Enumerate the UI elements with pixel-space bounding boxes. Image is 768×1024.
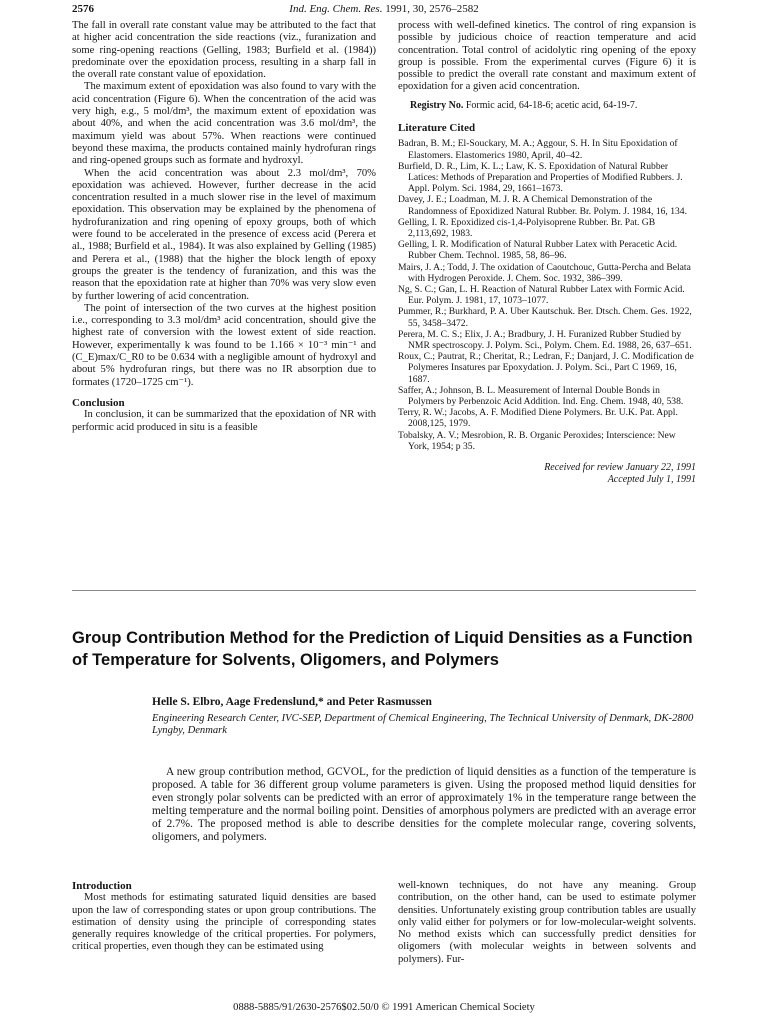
conclusion-heading: Conclusion [72, 396, 125, 409]
received-date: Received for review January 22, 1991 [544, 462, 696, 474]
introduction-right-column [398, 880, 696, 966]
introduction-paragraph: Most methods for estimating saturated liquid densities are based upon the law of corresponding states or upon group contributions. The estimation of density using the principle of corresponding states generally requires knowledge of the critical properties. For polymers, critical properties, even though they can be estimated using [72, 892, 376, 953]
reference-item: Davey, J. E.; Loadman, M. J. R. A Chemical Demonstration of the Randomness of Epoxidized Natural Rubber. Br. Polym. J. 1984, 16, 134. [398, 194, 687, 217]
registry-text: Formic acid, 64-18-6; acetic acid, 64-19-7. [465, 99, 638, 111]
introduction-left-column [72, 880, 376, 954]
author-affiliation: Engineering Research Center, IVC-SEP, Department of Chemical Engineering, The Technical University of Denmark, DK-2800 Lyngby, Denmark [152, 713, 694, 737]
registry-label: Registry No. [410, 99, 464, 111]
reference-item: Pummer, R.; Burkhard, P. A. Uber Kautschuk. Ber. Dtsch. Chem. Ges. 1922, 55, 3458–3472. [398, 306, 692, 329]
introduction-continuation: well-known techniques, do not have any meaning. Group contribution, on the other hand, can be used to estimate polymer densities. Unfortunately existing group contribution tables are usually only valid either for polymers or for low-molecular-weight solvents. No method exists which can successfully predict densities for oligomers (with molecular weights in between solvents and polymers). Fur- [398, 880, 696, 965]
conclusion-paragraph: In conclusion, it can be summarized that the epoxidation of NR with performic acid produced in situ is a feasible [72, 409, 376, 433]
article-authors: Helle S. Elbro, Aage Fredenslund,* and Peter Rasmussen [152, 696, 432, 708]
article-title: Group Contribution Method for the Prediction of Liquid Densities as a Function of Temperature for Solvents, Oligomers, and Polymers [72, 629, 693, 669]
introduction-heading: Introduction [72, 880, 132, 892]
reference-item: Burfield, D. R., Lim, K. L.; Law, K. S. Epoxidation of Natural Rubber Latices: Methods of Preparation and Properties of Modified Rubbers. J. Appl. Polym. Sci. 1984, 29, 1661–1673. [398, 160, 683, 195]
reference-item: Perera, M. C. S.; Elix, J. A.; Bradbury, J. H. Furanized Rubber Studied by NMR spectroscopy. J. Polym. Sci., Polym. Chem. Ed. 1988, 26, 637–651. [398, 328, 692, 352]
continuation-paragraph: process with well-defined kinetics. The control of ring expansion is possible by judicious choice of reaction temperature and acid concentration. Total control of acidolytic ring opening of the epoxy group is possible. From the experimental curves (Figure 6) it is possible to predict the overall rate constant and maximum extent of epoxidation for a given acid concentration. [398, 20, 696, 93]
article-separator-rule [72, 590, 696, 591]
reference-list [398, 138, 696, 452]
article-abstract: A new group contribution method, GCVOL, for the prediction of liquid densities as a function of the temperature is proposed. A table for 36 different group volume parameters is given. Using the proposed method liquid densities for even strongly polar solvents can be predicted with an error of approximately 1% in the temperature range between the melting temperature and the normal boiling point. Densities of amorphous polymers are predicted with an average error of 2.7%. The proposed method is able to describe densities for the complete molecular range, covering solvents, oligomers, and polymers. [152, 766, 696, 844]
reference-item: Terry, R. W.; Jacobs, A. F. Modified Diene Polymers. Br. U.K. Pat. Appl. 2008,125, 1979. [398, 407, 678, 430]
reference-item: Ng, S. C.; Gan, L. H. Reaction of Natural Rubber Latex with Formic Acid. Eur. Polym. J. 1981, 17, 1073–1077. [398, 284, 685, 307]
accepted-date: Accepted July 1, 1991 [607, 473, 696, 485]
previous-article-left-column [72, 20, 376, 434]
reference-item: Badran, B. M.; El-Souckary, M. A.; Aggour, S. H. In Situ Epoxidation of Elastomers. Elastomerics 1980, April, 40–42. [398, 138, 678, 161]
literature-cited-heading: Literature Cited [398, 122, 476, 135]
reference-item: Mairs, J. A.; Todd, J. The oxidation of Caoutchouc, Gutta-Percha and Belata with Hydrogen Peroxide. J. Chem. Soc. 1932, 386–399. [398, 261, 691, 284]
body-paragraph: The fall in overall rate constant value may be attributed to the fact that at higher acid concentration the side reactions (viz., furanization and some ring-opening reactions (Gelling, 1983; Burfield et al. (1984)) predominate over the epoxidation process, resulting in a sharp fall in the overall rate constant value of epoxidation. [72, 20, 376, 81]
copyright-footer: 0888-5885/91/2630-2576$02.50/0 © 1991 American Chemical Society [233, 1002, 535, 1013]
body-paragraph: When the acid concentration was about 2.3 mol/dm³, 70% epoxidation was achieved. However, further decrease in the acid concentration resulted in a much slower rise in the level of maximum epoxidation. This observation may be explained by the phenomena of hydrofuranization and ring opening of epoxy groups, both of which were found to be accelerated in the presence of excess acid (Perera et al., 1988; Burfield et al., 1984). It was also explained by Gelling (1985) and Perera et al., (1988) that the higher the block length of epoxy groups the greater is the tendency of furanization, and this was the reason that the epoxidation rate at higher than 70% was very slow even by further lowering of acid concentration. [72, 167, 376, 302]
reference-item: Gelling, I. R. Epoxidized cis-1,4-Polyisoprene Rubber. Br. Pat. GB 2,113,692, 1983. [398, 216, 656, 239]
reference-item: Tobalsky, A. V.; Mesrobion, R. B. Organic Peroxides; Interscience: New York, 1954; p 35. [398, 429, 676, 452]
registry-numbers [398, 100, 696, 112]
page-number: 2576 [72, 3, 94, 15]
previous-article-right-column [398, 20, 696, 485]
reference-item: Saffer, A.; Johnson, B. L. Measurement of Internal Double Bonds in Polymers by Perbenzoic Acid Addition. Ind. Eng. Chem. 1948, 40, 538. [398, 384, 684, 408]
body-paragraph: The point of intersection of the two curves at the highest position i.e., corresponding to 3.3 mol/dm³ acid concentration, should give the highest rate of conversion with the lowest extent of side reaction. However, experimentally k was found to be 1.166 × 10⁻³ min⁻¹ and (C_E)max/C_R0 to be 0.634 with a negligible amount of hydroxyl and about 5% hydrofuran rings, but there was no IR absorption due to formates (1720–1725 cm⁻¹). [72, 302, 376, 388]
journal-name: Ind. Eng. Chem. Res. [289, 3, 383, 15]
reference-item: Gelling, I. R. Modification of Natural Rubber Latex with Peracetic Acid. Rubber Chem. Technol. 1985, 58, 86–96. [398, 239, 678, 262]
journal-header [72, 3, 696, 15]
journal-volume-pages: 1991, 30, 2576–2582 [382, 3, 479, 15]
reference-item: Roux, C.; Pautrat, R.; Cheritat, R.; Ledran, F.; Danjard, J. C. Modification de Polymeres Insatures par Epoxydation. J. Polym. Sci., Part C 1969, 16, 1687. [398, 351, 694, 385]
body-paragraph: The maximum extent of epoxidation was also found to vary with the acid concentration (Figure 6). When the concentration of the acid was very high, e.g., 5 mol/dm³, the maximum extent of epoxidation was about 40%, and when the acid concentration was 3.6 mol/dm³, the maximum yield was about 57%. When reactions were continued beyond these maxima, the products contained mainly hydrofuran rings and ring-opened groups such as formate and hydroxyl. [72, 81, 376, 167]
